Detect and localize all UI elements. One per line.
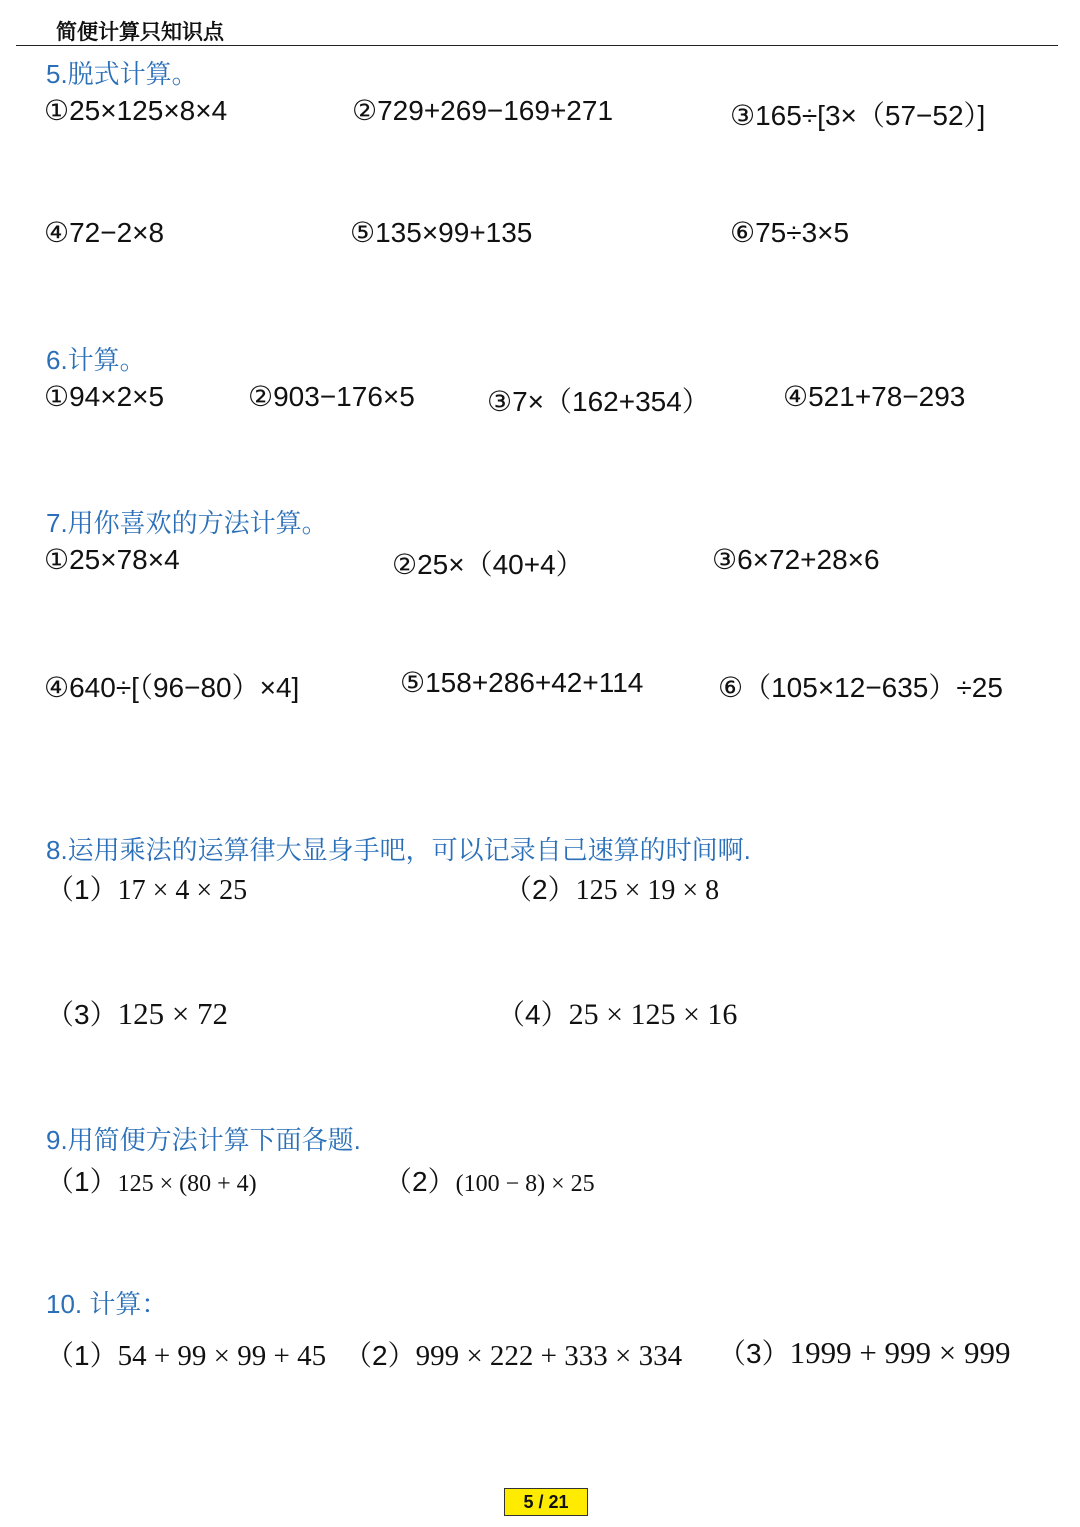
problem-10-2 <box>344 1334 682 1374</box>
problem-number: （1） <box>46 1166 118 1197</box>
problem-expression: 125 × 72 <box>117 996 229 1031</box>
page-header-title: 简便计算只知识点 <box>56 19 224 44</box>
problem-6-3: ③7×（162+354） <box>487 386 710 417</box>
problem-7-1: ①25×78×4 <box>44 544 180 575</box>
section-5-heading: 5.脱式计算。 <box>46 59 198 89</box>
section-7-heading: 7.用你喜欢的方法计算。 <box>46 508 328 538</box>
problem-number: （2） <box>344 1340 416 1371</box>
problem-number: （3） <box>46 999 118 1030</box>
problem-expression: (100 − 8) × 25 <box>455 1171 595 1197</box>
problem-number: （2） <box>504 874 576 905</box>
page-number-badge: 5 / 21 <box>504 1488 588 1516</box>
section-6-heading: 6.计算。 <box>46 345 146 375</box>
problem-6-4: ④521+78−293 <box>783 381 966 412</box>
problem-expression: 125 × 19 × 8 <box>575 875 720 906</box>
problem-8-4 <box>497 993 737 1033</box>
problem-5-6: ⑥75÷3×5 <box>730 217 850 248</box>
section-9-heading: 9.用简便方法计算下面各题. <box>46 1125 361 1155</box>
problem-9-2 <box>384 1160 595 1200</box>
problem-number: （3） <box>718 1338 790 1369</box>
problem-5-5: ⑤135×99+135 <box>350 217 533 248</box>
problem-7-2: ②25×（40+4） <box>392 549 584 580</box>
problem-8-2 <box>504 868 719 908</box>
problem-10-3 <box>718 1332 1011 1372</box>
problem-6-2: ②903−176×5 <box>248 381 415 412</box>
section-10-heading: 10. 计算： <box>46 1289 168 1319</box>
problem-expression: 999 × 222 + 333 × 334 <box>415 1340 683 1372</box>
problem-7-5: ⑤158+286+42+114 <box>400 667 644 698</box>
problem-5-4: ④72−2×8 <box>44 217 165 248</box>
problem-8-1 <box>46 868 247 908</box>
problem-number: （4） <box>497 999 569 1030</box>
problem-5-1: ①25×125×8×4 <box>44 95 228 126</box>
problem-number: （2） <box>384 1166 456 1197</box>
problem-10-1 <box>46 1334 326 1374</box>
problem-expression: 125 × (80 + 4) <box>117 1171 257 1197</box>
problem-number: （1） <box>46 874 118 905</box>
problem-5-2: ②729+269−169+271 <box>352 95 614 126</box>
problem-expression: 54 + 99 × 99 + 45 <box>117 1340 327 1372</box>
problem-7-6: ⑥（105×12−635）÷25 <box>718 672 1003 703</box>
problem-number: （1） <box>46 1340 118 1371</box>
problem-expression: 1999 + 999 × 999 <box>789 1335 1011 1370</box>
problem-expression: 17 × 4 × 25 <box>117 875 248 906</box>
problem-8-3 <box>46 993 228 1033</box>
problem-expression: 25 × 125 × 16 <box>568 998 738 1031</box>
section-8-heading: 8.运用乘法的运算律大显身手吧，可以记录自己速算的时间啊. <box>46 835 751 865</box>
problem-7-3: ③6×72+28×6 <box>712 544 880 575</box>
problem-5-3: ③165÷[3×（57−52）] <box>730 100 986 131</box>
problem-9-1 <box>46 1160 257 1200</box>
problem-7-4: ④640÷[（96−80）×4] <box>44 672 300 703</box>
problem-6-1: ①94×2×5 <box>44 381 165 412</box>
header-divider <box>16 45 1058 46</box>
